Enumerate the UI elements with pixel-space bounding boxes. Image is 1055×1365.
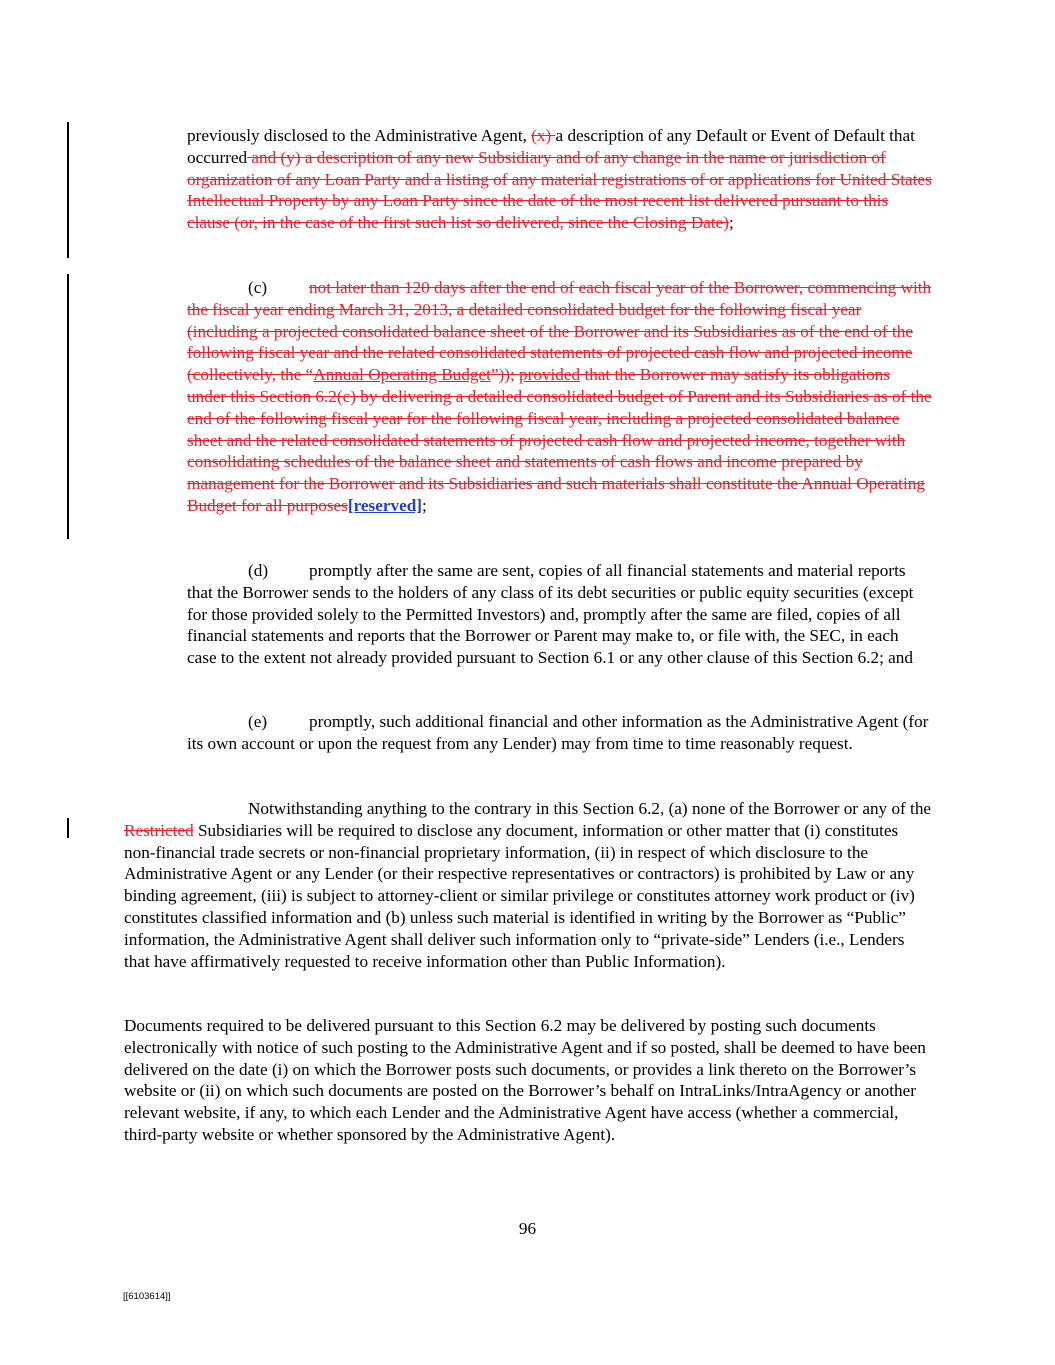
deleted-text: provided <box>519 365 581 385</box>
change-bar <box>67 818 69 838</box>
paragraph-e: (e) promptly, such additional financial and other information as the Administrative Agent (for its own account or upon the request from any Lender) may from time to time reasonably request. <box>187 712 929 753</box>
clause-label: (e) <box>248 712 268 731</box>
deleted-text: ”)); <box>490 365 520 385</box>
paragraph-c: (c) not later than 120 days after the end of each fiscal year of the Borrower, commencing with the fiscal year ending March 31, 2013, a detailed consolidated budget for the following fiscal year (including a projected consolidated balance sheet of the Borrower and its Subsidiaries as of the end of the following fiscal year and the related consolidated statements of projected cash flow and projected income (collectively, the “Annual Operating Budget”)); provided that the Borrower may satisfy its obligations under this Section 6.2(c) by delivering a detailed consolidated budget of Parent and its Subsidiaries as of the end of the following fiscal year for the following fiscal year, including a projected consolidated balance sheet and the related consolidated statements of projected cash flow and projected income, together with consolidating schedules of the balance sheet and statements of cash flows and income prepared by management for the Borrower and its Subsidiaries and such materials shall constitute the Annual Operating Budget for all purposes[reserved]; <box>187 278 932 515</box>
deleted-defined-term: Annual Operating Budget <box>313 365 491 385</box>
change-bar <box>67 122 69 258</box>
paragraph-documents: Documents required to be delivered pursuant to this Section 6.2 may be delivered by posting such documents electronically with notice of such posting to the Administrative Agent and if so posted, shall be deemed to have been delivered on the date (i) on which the Borrower posts such documents, or provides a link thereto on the Borrower’s website or (ii) on which such documents are posted on the Borrower’s behalf on IntraLinks/IntraAgency or another relevant website, if any, to which each Lender and the Administrative Agent have access (whether a commercial, third-party website or whether sponsored by the Administrative Agent). <box>124 1016 926 1144</box>
deleted-text: and (y) a description of any new Subsidiary and of any change in the name or jurisdiction of organization of any Loan Party and a listing of any material registrations of or applications for United States Intellectual Property by any Loan Party since the date of the most recent list delivered pursuant to this clause (or, in the case of the first such list so delivered, since the Closing Date) <box>187 147 932 233</box>
deleted-text: (x) <box>531 126 556 145</box>
paragraph-b-continuation: previously disclosed to the Administrative Agent, (x) a description of any Default or Event of Default that occurred and (y) a description of any new Subsidiary and of any change in the name or jurisdiction of organization of any Loan Party and a listing of any material registrations of or applications for United States Intellectual Property by any Loan Party since the date of the most recent list delivered pursuant to this clause (or, in the case of the first such list so delivered, since the Closing Date); <box>187 126 932 233</box>
clause-label: (c) <box>248 278 268 297</box>
deleted-text: not later than 120 days after the end of each fiscal year of the Borrower, commencing with the fiscal year ending March 31, 2013, a detailed consolidated budget for the following fiscal year (including a projected consolidated balance sheet of the Borrower and its Subsidiaries as of the end of the following fiscal year and the related consolidated statements of projected cash flow and projected income (collectively, the “ <box>187 278 932 385</box>
deleted-text: Restricted <box>124 820 194 840</box>
document-id: [[6103614]] <box>123 1291 171 1302</box>
deleted-text: that the Borrower may satisfy its obligations under this Section 6.2(c) by delivering a detailed consolidated budget of Parent and its Subsidiaries as of the end of the following fiscal year for the following fiscal year, including a projected consolidated balance sheet and the related consolidated statements of projected cash flow and projected income, together with consolidating schedules of the balance sheet and statements of cash flows and income prepared by management for the Borrower and its Subsidiaries and such materials shall constitute the Annual Operating Budget for all purposes <box>187 365 932 515</box>
paragraph-d: (d) promptly after the same are sent, copies of all financial statements and material reports that the Borrower sends to the holders of any class of its debt securities or public equity securities (except for those provided solely to the Permitted Investors) and, promptly after the same are filed, copies of all financial statements and reports that the Borrower or Parent may make to, or file with, the SEC, in each case to the extent not already provided pursuant to Section 6.1 or any other clause of this Section 6.2; and <box>187 561 914 668</box>
paragraph-notwithstanding: Notwithstanding anything to the contrary in this Section 6.2, (a) none of the Borrower or any of the Restricted Subsidiaries will be required to disclose any document, information or other matter that (i) constitutes non-financial trade secrets or non-financial proprietary information, (ii) in respect of which disclosure to the Administrative Agent or any Lender (or their respective representatives or contractors) is prohibited by Law or any binding agreement, (iii) is subject to attorney-client or similar privilege or constitutes attorney work product or (iv) constitutes classified information and (b) unless such material is identified in writing by the Borrower as “Public” information, the Administrative Agent shall deliver such information only to “private-side” Lenders (i.e., Lenders that have affirmatively requested to receive information other than Public Information). <box>124 799 932 971</box>
clause-label: (d) <box>248 561 269 580</box>
inserted-text: [reserved] <box>347 495 422 515</box>
change-bar <box>67 274 69 539</box>
page-number: 96 <box>518 1219 537 1238</box>
